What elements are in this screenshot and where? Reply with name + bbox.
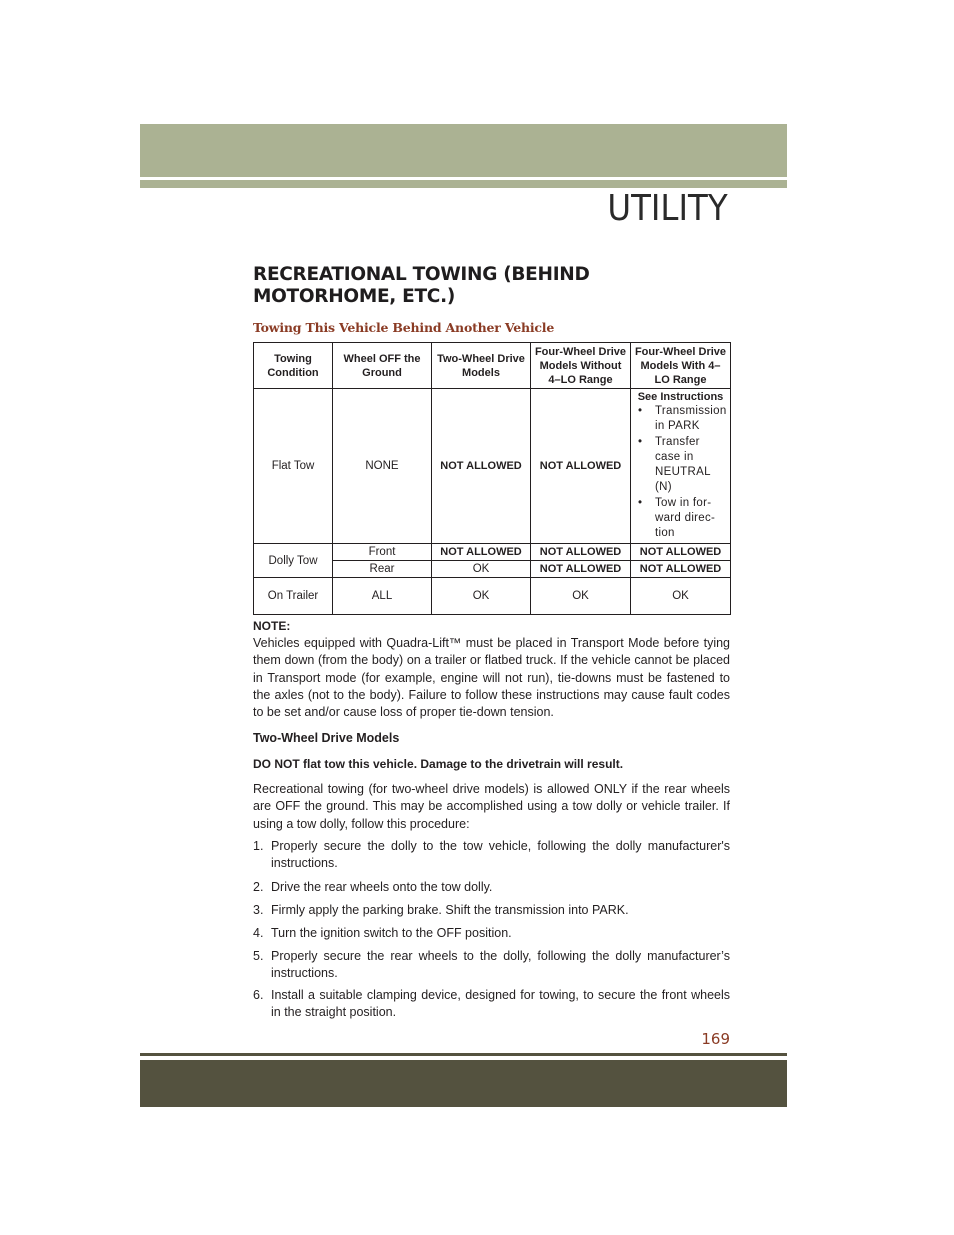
chapter-title: UTILITY bbox=[607, 188, 728, 229]
step-text: Properly secure the dolly to the tow vehicle, following the dolly manufacturer's instructions. bbox=[271, 839, 730, 870]
cell-wheel: Front bbox=[333, 544, 432, 561]
cell-two-wd: NOT ALLOWED bbox=[432, 389, 531, 544]
instruction-text: Transfer case in NEUTRAL (N) bbox=[655, 435, 711, 494]
step-number: 4. bbox=[253, 926, 264, 940]
table-row bbox=[254, 544, 731, 561]
table-header-row bbox=[254, 343, 731, 389]
towing-table bbox=[253, 342, 731, 615]
step-text: Install a suitable clamping device, designed for towing, to secure the front wheels in the straight position. bbox=[271, 988, 730, 1019]
cell-four-wd-without: NOT ALLOWED bbox=[531, 389, 631, 544]
bullet-icon: • bbox=[638, 496, 643, 509]
sub-heading: Towing This Vehicle Behind Another Vehicle bbox=[253, 320, 555, 335]
list-item bbox=[633, 496, 728, 542]
step-number: 3. bbox=[253, 903, 264, 917]
footer-band bbox=[140, 1060, 787, 1107]
cell-two-wd: OK bbox=[432, 561, 531, 578]
table-row bbox=[254, 389, 731, 544]
cell-four-wd-with: NOT ALLOWED bbox=[631, 544, 731, 561]
footer-stripe bbox=[140, 1053, 787, 1056]
header-wheel-off-ground: Wheel OFF the Ground bbox=[333, 343, 432, 389]
header-four-wheel-without-lo: Four-Wheel Drive Models Without 4–LO Range bbox=[531, 343, 631, 389]
cell-four-wd-with: OK bbox=[631, 578, 731, 615]
list-item bbox=[633, 404, 728, 435]
cell-four-wd-with: NOT ALLOWED bbox=[631, 561, 731, 578]
warning-text: DO NOT flat tow this vehicle. Damage to the drivetrain will result. bbox=[253, 757, 624, 771]
two-wheel-drive-heading: Two-Wheel Drive Models bbox=[253, 731, 400, 745]
header-towing-condition: Towing Condition bbox=[254, 343, 333, 389]
header-band bbox=[140, 124, 787, 177]
instruction-text: Tow in for-ward direc-tion bbox=[655, 496, 716, 540]
step-text: Firmly apply the parking brake. Shift the transmission into PARK. bbox=[271, 903, 629, 917]
cell-wheel: NONE bbox=[333, 389, 432, 544]
instructions-list bbox=[633, 404, 728, 542]
header-stripe bbox=[140, 180, 787, 188]
see-instructions-label: See Instructions bbox=[637, 391, 724, 403]
list-item bbox=[253, 987, 730, 1020]
list-item bbox=[633, 435, 728, 496]
note-text: Vehicles equipped with Quadra-Lift™ must be placed in Transport Mode before tying them down (from the body) on a trailer or flatbed truck. If the vehicle cannot be placed in Transport mode (for example, engine will not run), tie-downs must be fastened to the axles (not to the body). Failure to follow these instructions may cause fault codes to be set and/or cause loss of proper tie-down tension. bbox=[253, 636, 730, 720]
cell-wheel: Rear bbox=[333, 561, 432, 578]
instruction-text: Transmission in PARK bbox=[655, 405, 727, 433]
recreational-towing-paragraph: Recreational towing (for two-wheel drive models) is allowed ONLY if the rear wheels are OFF the ground. This may be accomplished using a tow dolly or vehicle trailer. If using a tow dolly, follow this procedure: bbox=[253, 782, 730, 831]
cell-condition: Dolly Tow bbox=[254, 544, 333, 578]
list-item bbox=[253, 838, 730, 871]
cell-two-wd: NOT ALLOWED bbox=[432, 544, 531, 561]
list-item bbox=[253, 879, 730, 896]
cell-four-wd-without: OK bbox=[531, 578, 631, 615]
page-number: 169 bbox=[701, 1030, 730, 1048]
header-four-wheel-with-lo: Four-Wheel Drive Models With 4–LO Range bbox=[631, 343, 731, 389]
bullet-icon: • bbox=[638, 405, 643, 417]
list-item bbox=[253, 948, 730, 981]
step-number: 6. bbox=[253, 988, 264, 1002]
list-item bbox=[253, 902, 730, 919]
step-number: 2. bbox=[253, 880, 264, 894]
step-number: 5. bbox=[253, 949, 264, 963]
table-row bbox=[254, 578, 731, 615]
bullet-icon: • bbox=[638, 435, 643, 448]
header-two-wheel-drive: Two-Wheel Drive Models bbox=[432, 343, 531, 389]
section-heading: RECREATIONAL TOWING (BEHIND MOTORHOME, ETC.) bbox=[253, 264, 590, 307]
step-text: Turn the ignition switch to the OFF position. bbox=[271, 926, 512, 940]
step-text: Properly secure the rear wheels to the dolly, following the dolly manufacturer’s instructions. bbox=[271, 949, 730, 980]
cell-four-wd-without: NOT ALLOWED bbox=[531, 544, 631, 561]
note-label: NOTE: bbox=[253, 619, 291, 633]
cell-four-wd-with bbox=[631, 389, 731, 544]
cell-condition: Flat Tow bbox=[254, 389, 333, 544]
cell-wheel: ALL bbox=[333, 578, 432, 615]
cell-four-wd-without: NOT ALLOWED bbox=[531, 561, 631, 578]
cell-two-wd: OK bbox=[432, 578, 531, 615]
step-text: Drive the rear wheels onto the tow dolly. bbox=[271, 880, 493, 894]
list-item bbox=[253, 925, 730, 942]
cell-condition: On Trailer bbox=[254, 578, 333, 615]
step-number: 1. bbox=[253, 839, 264, 853]
